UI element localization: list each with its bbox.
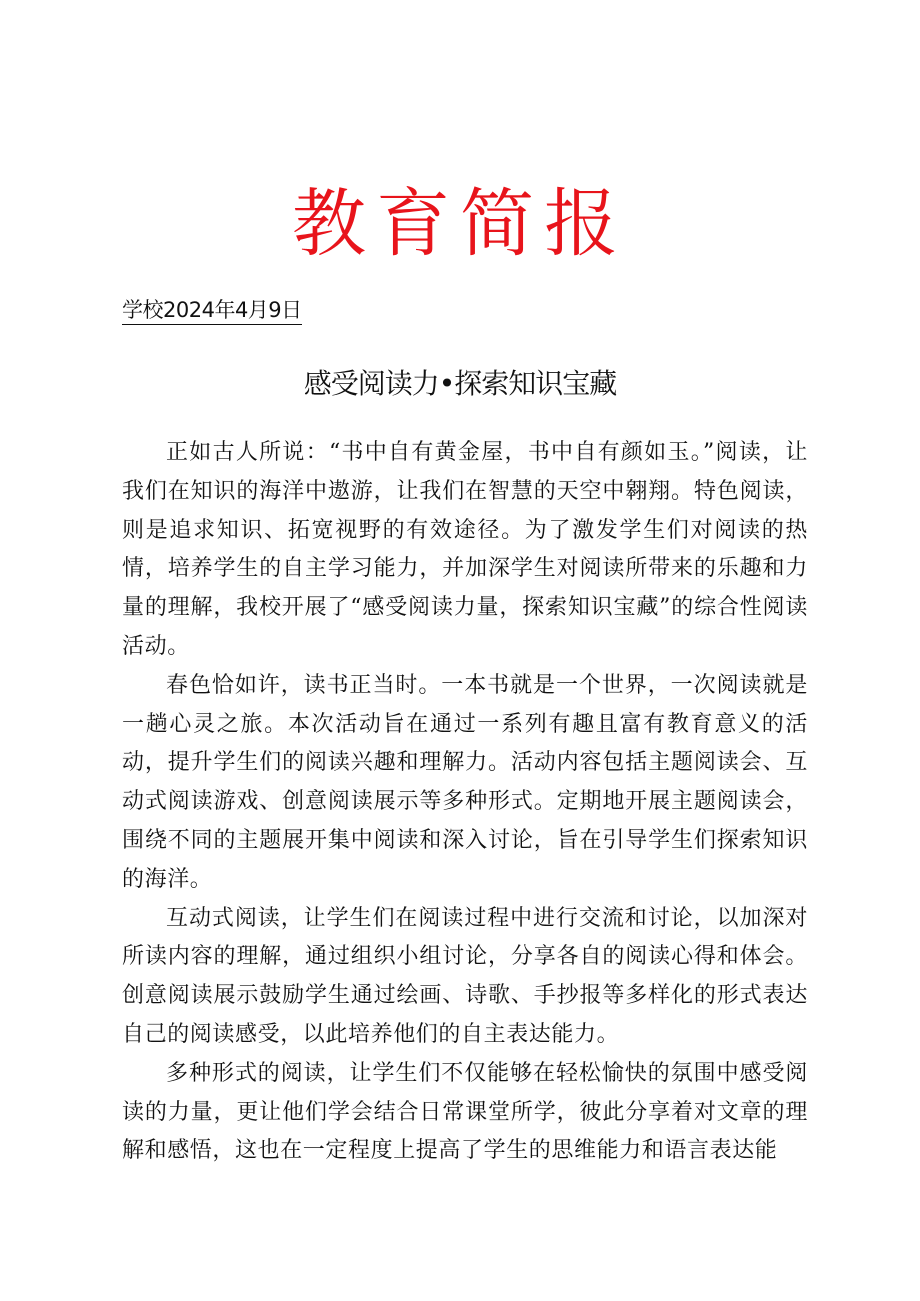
masthead-title: 教育简报 [292,181,628,267]
paragraph: 多种形式的阅读，让学生们不仅能够在轻松愉快的氛围中感受阅读的力量，更让他们学会结合日常课堂所学，彼此分享着对文章的理解和感悟，这也在一定程度上提高了学生的思维能力和语言表达能 [122,1060,808,1164]
paragraph: 互动式阅读，让学生们在阅读过程中进行交流和讨论，以加深对所读内容的理解，通过组织小组讨论，分享各自的阅读心得和体会。创意阅读展示鼓励学生通过绘画、诗歌、手抄报等多样化的形式表达自己的阅读感受，以此培养他们的自主表达能力。 [122,905,808,1047]
paragraph: 正如古人所说：“书中自有黄金屋，书中自有颜如玉。”阅读，让我们在知识的海洋中遨游，让我们在智慧的天空中翱翔。特色阅读，则是追求知识、拓宽视野的有效途径。为了激发学生们对阅读的热情，培养学生的自主学习能力，并加深学生对阅读所带来的乐趣和力量的理解，我校开展了“感受阅读力量，探索知识宝藏”的综合性阅读活动。 [122,440,808,659]
dateline: 学校2024年4月9日 [122,296,302,325]
article-headline: 感受阅读力•探索知识宝藏 [303,367,617,400]
paragraph: 春色恰如许，读书正当时。一本书就是一个世界，一次阅读就是一趟心灵之旅。本次活动旨在通过一系列有趣且富有教育意义的活动，提升学生们的阅读兴趣和理解力。活动内容包括主题阅读会、互动式阅读游戏、创意阅读展示等多种形式。定期地开展主题阅读会，围绕不同的主题展开集中阅读和深入讨论，旨在引导学生们探索知识的海洋。 [122,672,808,892]
article-body [122,434,808,1171]
